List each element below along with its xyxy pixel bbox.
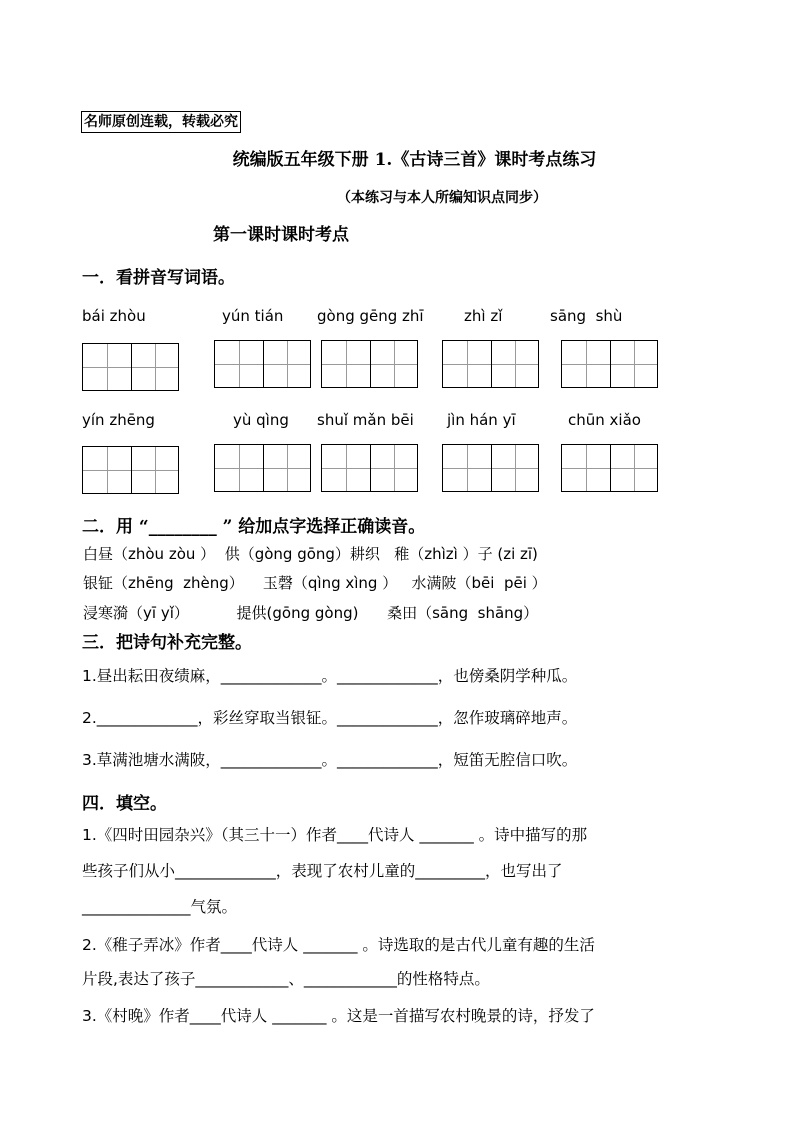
worksheet-subtitle: （本练习与本人所编知识点同步） — [337, 190, 547, 206]
fill-blank-line: 片段,表达了孩子____________、____________的性格特点。 — [82, 970, 490, 988]
pinyin-label: gòng gēng zhī — [317, 307, 424, 325]
reading-choice-line: 浸寒漪（yī yǐ） 提供(gōng gòng) 桑田（sāng shāng） — [83, 604, 539, 622]
fill-blank-line: 3.《村晚》作者____代诗人 _______ 。这是一首描写农村晚景的诗，抒发了 — [82, 1007, 595, 1025]
reading-choice-line: 银钲（zhēng zhèng） 玉磬（qìng xìng ） 水满陂（bēi pēi ） — [83, 574, 547, 592]
section1-heading: 一．看拼音写词语。 — [82, 268, 235, 288]
writing-grid[interactable] — [561, 340, 658, 388]
pinyin-label: chūn xiǎo — [568, 411, 641, 429]
pinyin-label: bái zhòu — [82, 307, 146, 325]
fill-blank-line: ______________气氛。 — [82, 898, 238, 916]
writing-grid[interactable] — [214, 340, 311, 388]
lesson-heading: 第一课时课时考点 — [213, 225, 349, 245]
poem-fill-line: 3.草满池塘水满陂，_____________。_____________，短笛无腔信口吹。 — [82, 751, 578, 769]
pinyin-label: jìn hán yī — [447, 411, 516, 429]
writing-grid[interactable] — [442, 444, 539, 492]
writing-grid[interactable] — [82, 446, 179, 494]
reading-choice-line: 白昼（zhòu zòu ） 供（gòng gōng）耕织 稚（zhìzì ）子 (zi zī) — [83, 545, 538, 563]
fill-blank-line: 2.《稚子弄冰》作者____代诗人 _______ 。诗选取的是古代儿童有趣的生活 — [82, 936, 595, 954]
pinyin-label: yún tián — [222, 307, 284, 325]
section4-heading: 四．填空。 — [82, 794, 167, 814]
fill-blank-line: 1.《四时田园杂兴》（其三十一）作者____代诗人 _______ 。诗中描写的那 — [82, 826, 588, 844]
copyright-notice: 名师原创连载，转载必究 — [81, 111, 241, 133]
writing-grid[interactable] — [82, 343, 179, 391]
fill-blank-line: 些孩子们从小_____________，表现了农村儿童的_________，也写出了 — [82, 862, 563, 880]
poem-fill-line: 2._____________，彩丝穿取当银钲。_____________，忽作玻璃碎地声。 — [82, 709, 578, 727]
pinyin-label: yù qìng — [233, 411, 289, 429]
writing-grid[interactable] — [561, 444, 658, 492]
pinyin-label: shuǐ mǎn bēi — [317, 411, 414, 429]
section2-heading: 二．用 “________ ” 给加点字选择正确读音。 — [82, 517, 426, 537]
writing-grid[interactable] — [442, 340, 539, 388]
writing-grid[interactable] — [321, 444, 418, 492]
writing-grid[interactable] — [321, 340, 418, 388]
worksheet-title: 统编版五年级下册 1.《古诗三首》课时考点练习 — [232, 150, 597, 170]
pinyin-label: yín zhēng — [82, 411, 155, 429]
section3-heading: 三．把诗句补充完整。 — [82, 633, 252, 653]
pinyin-label: zhì zǐ — [464, 307, 503, 325]
pinyin-label: sāng shù — [550, 307, 623, 325]
poem-fill-line: 1.昼出耘田夜绩麻，_____________。_____________，也傍桑阴学种瓜。 — [82, 667, 578, 685]
writing-grid[interactable] — [214, 444, 311, 492]
